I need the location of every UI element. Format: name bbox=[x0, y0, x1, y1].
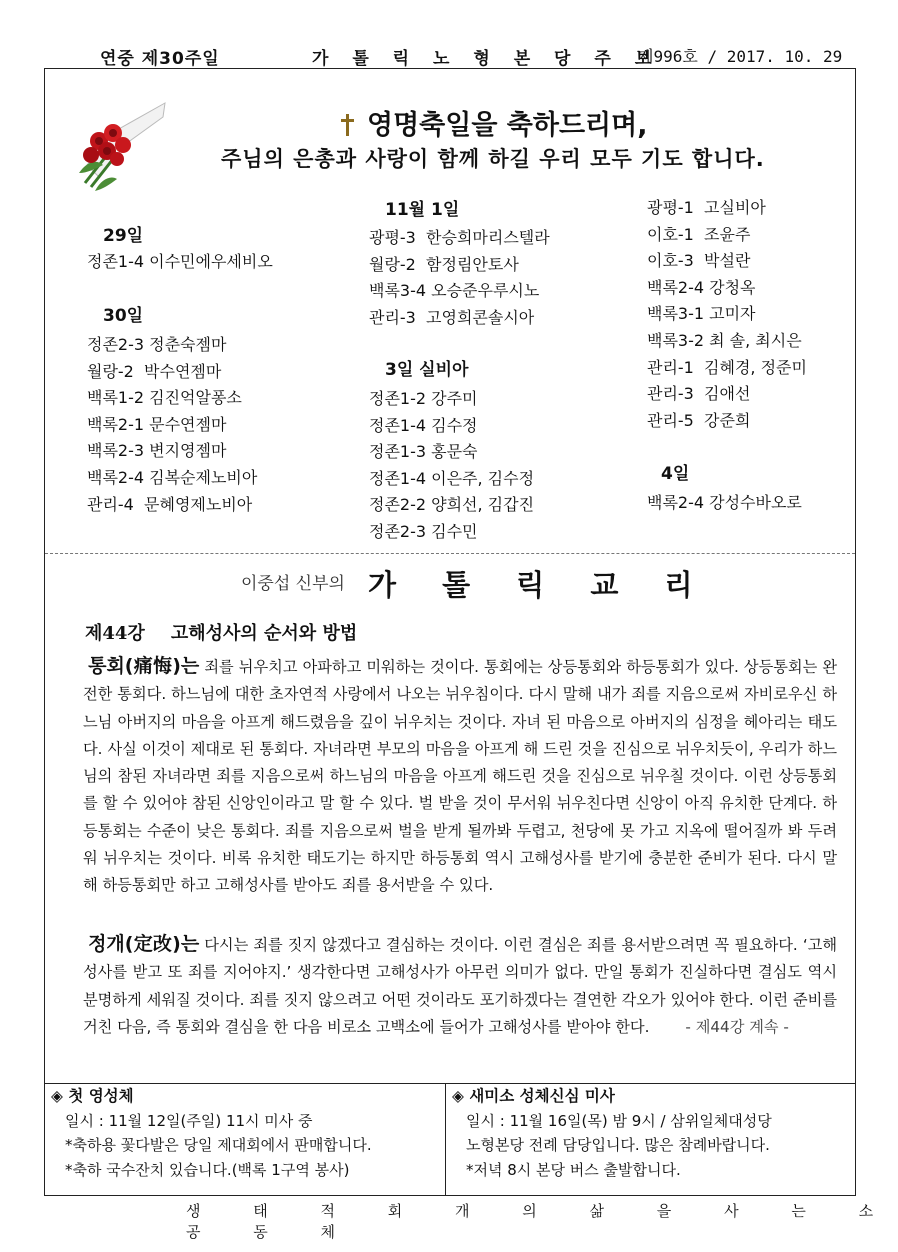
day-heading: 11월 1일 bbox=[385, 200, 460, 220]
feast-column-1b bbox=[103, 303, 143, 330]
feast-entry: 관리-5 강준희 bbox=[647, 410, 751, 430]
feast-entry: 백록2-4 강성수바오로 bbox=[647, 493, 802, 512]
continued-note: - 제44강 계속 - bbox=[685, 1017, 789, 1036]
feast-entry: 백록3-1 고미자 bbox=[647, 304, 756, 324]
paragraph-lead: 정개(定改)는 bbox=[88, 933, 200, 955]
cross-icon bbox=[341, 114, 353, 136]
doctrine-author: 이중섭 신부의 bbox=[241, 574, 345, 594]
feast-entry: 관리-1 김혜경, 정준미 bbox=[647, 357, 807, 377]
feast-entry: 광평-1 고실비아 bbox=[647, 198, 766, 217]
feast-entry: 이호-3 박설란 bbox=[647, 251, 751, 271]
rose-bouquet-icon bbox=[77, 95, 167, 195]
lesson-title: 고해성사의 순서와 방법 bbox=[170, 623, 358, 644]
notice-line: *축하 국수잔치 있습니다.(백록 1구역 봉사) bbox=[65, 1160, 350, 1179]
feast-entry: 정존1-4 김수정 bbox=[369, 415, 478, 435]
notice-youth-mass bbox=[446, 1083, 855, 1196]
paragraph-lead: 통회(痛悔)는 bbox=[88, 655, 200, 677]
feast-entry: 정존1-4 이은주, 김수정 bbox=[369, 468, 535, 488]
feast-entry: 백록3-2 최 솔, 최시은 bbox=[647, 330, 802, 350]
feast-entry: 백록3-4 오승준우루시노 bbox=[369, 281, 540, 301]
feast-entry: 관리-3 김애선 bbox=[647, 384, 751, 404]
bulletin-frame bbox=[44, 68, 856, 1196]
feast-entry: 정존2-2 양희선, 김갑진 bbox=[369, 495, 535, 515]
lesson-heading bbox=[85, 619, 357, 645]
lesson-number: 제44강 bbox=[85, 623, 145, 644]
day-heading: 30일 bbox=[103, 306, 144, 326]
day-heading: 29일 bbox=[103, 226, 144, 246]
feast-column-3 bbox=[647, 195, 807, 434]
feast-entry: 광평-3 한승희마리스텔라 bbox=[369, 228, 550, 247]
notice-line: 일시 : 11월 12일(주일) 11시 미사 중 bbox=[65, 1111, 313, 1130]
feast-column-2 bbox=[385, 197, 459, 224]
feast-entry: 백록2-1 문수연젬마 bbox=[87, 414, 227, 434]
notice-first-communion bbox=[45, 1083, 446, 1196]
doctrine-paragraph-1 bbox=[83, 653, 837, 900]
feast-list bbox=[87, 332, 257, 518]
feast-list bbox=[369, 225, 550, 331]
feast-list bbox=[87, 249, 273, 276]
paragraph-text: 죄를 뉘우치고 아파하고 미워하는 것이다. 통회에는 상등통회와 하등통회가 있다. 상등통회는 완전한 통회다. 하느님에 대한 초자연적 사랑에서 나오는 뉘우침이다. 다시 말해 내가 죄를 지음으로써 자비로우신 하느님 아버지의 마음을 아프게 해드렸음을 깊이 뉘우치는 것이다. 자녀 된 마음으로 아버지의 심정을 헤아리는 태도다. 사실 이것이 제대로 된 통회다. 자녀라면 부모의 마음을 아프게 해 드린 것을 진심으로 뉘우치듯이, 우리가 하느님의 참된 자녀라면 죄를 지음으로써 하느님의 마음을 아프게 해드린 것을 진심으로 뉘우칠 것이다. 이런 상등통회를 할 수 있어야 참된 신앙인이라고 말 할 수 있다. 벌 받을 것이 무서워 뉘우친다면 신앙이 아직 유치한 단계다. 하등통회는 수준이 낮은 통회다. 죄를 지음으로써 벌을 받게 될까봐 두렵고, 천당에 못 가고 지옥에 떨어질까 봐 두려워 뉘우치는 것이다. 비록 유치한 태도기는 하지만 하등통회 역시 고해성사를 받기에 충분한 준비가 된다. 다시 말해 하등통회만 하고 고해성사를 받아도 죄를 용서받을 수 있다. bbox=[83, 658, 838, 895]
feast-entry: 정존1-4 이수민에우세비오 bbox=[87, 252, 273, 271]
day-heading: 3일 실비아 bbox=[385, 360, 469, 380]
notice-title: ◈ 새미소 성체신심 미사 bbox=[452, 1087, 615, 1105]
notice-line: 노형본당 전례 담당입니다. 많은 참례바랍니다. bbox=[466, 1136, 770, 1154]
feast-entry: 정존2-3 정춘숙젬마 bbox=[87, 335, 227, 354]
paragraph-text: 다시는 죄를 짓지 않겠다고 결심하는 것이다. 이런 결심은 죄를 용서받으려면 꼭 필요하다. ‘고해성사를 받고 또 죄를 지어야지.’ 생각한다면 고해성사가 아무런 의미가 없다. 만일 통회가 진실하다면 결심도 역시 분명하게 세워질 것이다. 죄를 짓지 않으려고 어떤 것이라도 포기하겠다는 결연한 각오가 있어야 한다. 이런 준비를 거친 다음, 즉 통회와 결심을 한 다음 비로소 고백소에 들어가 고해성사를 받아야 한다. bbox=[83, 936, 837, 1036]
feast-section bbox=[45, 69, 855, 554]
day-heading: 4일 bbox=[661, 464, 690, 484]
footer-motto: 생 태 적 회 개 의 삶 을 사 는 소 공 동 체 bbox=[186, 1202, 887, 1241]
notice-line: 일시 : 11월 16일(목) 밤 9시 / 삼위일체대성당 bbox=[466, 1111, 772, 1130]
feast-entry: 백록2-4 강청옥 bbox=[647, 277, 756, 297]
feast-entry: 정존1-2 강주미 bbox=[369, 389, 478, 408]
doctrine-heading bbox=[241, 563, 711, 604]
feast-entry: 관리-4 문혜영제노비아 bbox=[87, 494, 253, 514]
feast-entry: 월랑-2 함정림안토사 bbox=[369, 254, 519, 274]
feast-list bbox=[647, 490, 802, 517]
doctrine-paragraph-2 bbox=[83, 931, 837, 1041]
notice-title: ◈ 첫 영성체 bbox=[51, 1087, 134, 1105]
feast-entry: 관리-3 고영희콘솔시아 bbox=[369, 307, 535, 327]
feast-subtitle: 주님의 은총과 사랑이 함께 하길 우리 모두 기도 합니다. bbox=[221, 147, 765, 171]
feast-title: 영명축일을 축하드리며, bbox=[341, 103, 647, 142]
feast-entry: 백록2-4 김복순제노비아 bbox=[87, 467, 258, 487]
feast-entry: 정존1-3 홍문숙 bbox=[369, 442, 478, 462]
feast-column-2b bbox=[385, 357, 468, 384]
feast-entry: 이호-1 조윤주 bbox=[647, 224, 751, 244]
week-label: 연중 제30주일 bbox=[100, 49, 220, 69]
feast-column-3b bbox=[661, 461, 689, 488]
notice-line: *축하용 꽃다발은 당일 제대회에서 판매합니다. bbox=[65, 1136, 372, 1154]
feast-entry: 월랑-2 박수연젬마 bbox=[87, 361, 222, 381]
issue-date: 제996호 / 2017. 10. 29 bbox=[638, 47, 843, 66]
feast-column-1 bbox=[103, 223, 143, 250]
feast-entry: 백록2-3 변지영젬마 bbox=[87, 441, 227, 461]
feast-entry: 정존2-3 김수민 bbox=[369, 521, 478, 541]
doctrine-title: 가 톨 릭 교 리 bbox=[368, 568, 711, 602]
bulletin-title: 가 톨 릭 노 형 본 당 주 보 bbox=[312, 49, 661, 69]
feast-entry: 백록1-2 김진억알퐁소 bbox=[87, 388, 242, 408]
feast-list bbox=[369, 386, 534, 546]
notice-line: *저녁 8시 본당 버스 출발합니다. bbox=[466, 1160, 681, 1179]
